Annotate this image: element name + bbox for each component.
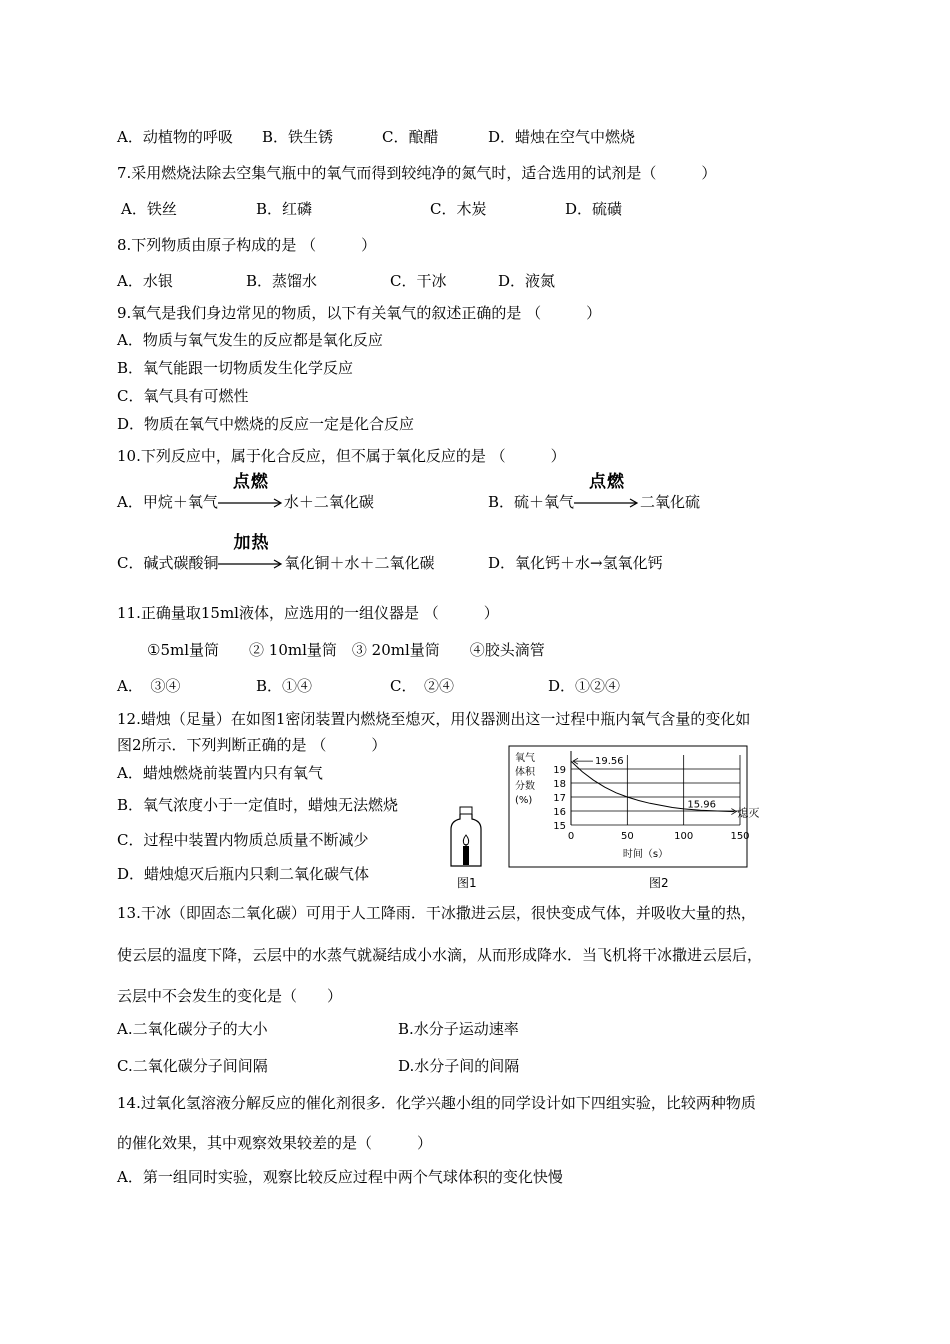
x-tick-label: 0 [567, 831, 575, 842]
y-tick-label: 18 [553, 779, 566, 790]
q11-option-c: C． ②④ [390, 677, 454, 695]
q13-option-d: D.水分子间的间隔 [398, 1057, 520, 1075]
y-tick-label: 17 [553, 793, 566, 804]
ylabel-line: (%) [515, 795, 533, 806]
sealed-bottle-candle-figure [446, 806, 486, 870]
q10-option-a [117, 472, 374, 512]
q10-c-arrow [218, 533, 284, 573]
q11-option-b: B．①④ [256, 677, 313, 695]
x-tick-label: 100 [674, 831, 694, 842]
q8-stem: 8.下列物质由原子构成的是 （ ） [117, 236, 377, 254]
q11-option-d: D．①②④ [548, 677, 621, 695]
q10-stem: 10.下列反应中，属于化合反应，但不属于氧化反应的是 （ ） [117, 447, 566, 465]
q10-option-b [488, 472, 701, 512]
q9-stem: 9.氧气是我们身边常见的物质，以下有关氧气的叙述正确的是 （ ） [117, 304, 602, 322]
q10-option-c [117, 533, 435, 573]
q7-option-b: B．红磷 [256, 200, 313, 218]
y-tick-label: 16 [553, 807, 566, 818]
q10-option-d: D．氧化钙＋水→氢氧化钙 [488, 554, 663, 572]
q6-option-d: D．蜡烛在空气中燃烧 [488, 128, 636, 146]
q12-stem-line2: 图2所示．下列判断正确的是 （ ） [117, 736, 387, 754]
q10-a-reactants: A．甲烷＋氧气 [117, 493, 218, 511]
q11-option-a: A． ③④ [117, 677, 181, 695]
q12-option-c: C．过程中装置内物质总质量不断减少 [117, 831, 369, 849]
q14-stem-line1: 14.过氧化氢溶液分解反应的催化剂很多．化学兴趣小组的同学设计如下四组实验，比较两种物质 [117, 1094, 756, 1112]
q9-option-c: C．氧气具有可燃性 [117, 387, 249, 405]
q12-option-a: A．蜡烛燃烧前装置内只有氧气 [117, 764, 323, 782]
q13-option-a: A.二氧化碳分子的大小 [117, 1020, 268, 1038]
ylabel-line: 分数 [515, 781, 535, 792]
q8-option-c: C．干冰 [390, 272, 447, 290]
q9-option-d: D．物质在氧气中燃烧的反应一定是化合反应 [117, 415, 415, 433]
q7-option-c: C．木炭 [430, 200, 487, 218]
reaction-arrow-icon [218, 498, 284, 508]
figure2-caption: 图2 [649, 876, 669, 890]
q10-c-products: 氧化铜＋水＋二氧化碳 [284, 554, 435, 572]
figure1-caption: 图1 [457, 876, 477, 890]
y-tick-label: 15 [553, 821, 566, 832]
x-tick-label: 50 [620, 831, 634, 842]
q10-c-reactants: C．碱式碳酸铜 [117, 554, 219, 572]
oxygen-content-chart [508, 745, 760, 868]
x-axis-label: 时间（s） [622, 849, 669, 860]
q10-b-arrow [574, 472, 640, 512]
q6-option-b: B．铁生锈 [262, 128, 334, 146]
q10-a-condition: 点燃 [232, 472, 269, 492]
q10-a-products: 水＋二氧化碳 [283, 493, 374, 511]
q10-a-arrow [218, 472, 284, 512]
q13-stem-line3: 云层中不会发生的变化是（ ） [117, 987, 343, 1005]
q14-option-a: A．第一组同时实验，观察比较反应过程中两个气球体积的变化快慢 [117, 1168, 563, 1186]
q9-option-a: A．物质与氧气发生的反应都是氧化反应 [117, 331, 383, 349]
extinguish-label: 熄灭 [737, 806, 760, 820]
q13-option-b: B.水分子运动速率 [398, 1020, 519, 1038]
q8-option-a: A．水银 [117, 272, 173, 290]
q10-b-reactants: B．硫＋氧气 [488, 493, 575, 511]
ylabel-line: 体积 [515, 767, 535, 778]
q10-b-condition: 点燃 [589, 472, 626, 492]
q6-option-a: A．动植物的呼吸 [117, 128, 233, 146]
q10-c-condition: 加热 [233, 533, 270, 553]
q9-option-b: B．氧气能跟一切物质发生化学反应 [117, 359, 354, 377]
y-tick-label: 19 [553, 765, 566, 776]
q8-option-b: B．蒸馏水 [246, 272, 318, 290]
reaction-arrow-icon [574, 498, 640, 508]
q8-option-d: D．液氮 [498, 272, 556, 290]
end-value-label: 15.96 [687, 799, 717, 811]
q12-option-b: B．氧气浓度小于一定值时，蜡烛无法燃烧 [117, 796, 399, 814]
x-tick-label: 150 [730, 831, 750, 842]
q14-stem-line2: 的催化效果，其中观察效果较差的是（ ） [117, 1134, 433, 1152]
start-value-label: 19.56 [595, 756, 624, 768]
reaction-arrow-icon [218, 559, 284, 569]
q7-option-a: A．铁丝 [121, 200, 177, 218]
q6-option-c: C．酿醋 [382, 128, 439, 146]
q7-option-d: D．硫磺 [565, 200, 623, 218]
q12-option-d: D．蜡烛熄灭后瓶内只剩二氧化碳气体 [117, 865, 370, 883]
q10-b-products: 二氧化硫 [640, 493, 701, 511]
q13-stem-line2: 使云层的温度下降，云层中的水蒸气就凝结成小水滴，从而形成降水．当飞机将干冰撒进云层后， [117, 946, 763, 964]
q11-stem: 11.正确量取15ml液体，应选用的一组仪器是 （ ） [117, 604, 499, 622]
q11-items: ①5ml量筒 ② 10ml量筒 ③ 20ml量筒 ④胶头滴管 [147, 641, 545, 659]
q12-stem-line1: 12.蜡烛（足量）在如图1密闭装置内燃烧至熄灭，用仪器测出这一过程中瓶内氧气含量的变化如 [117, 710, 751, 728]
q13-stem-line1: 13.干冰（即固态二氧化碳）可用于人工降雨．干冰撒进云层，很快变成气体，并吸收大量的热， [117, 904, 756, 922]
q13-option-c: C.二氧化碳分子间间隔 [117, 1057, 268, 1075]
ylabel-line: 氧气 [515, 753, 535, 764]
q7-stem: 7.采用燃烧法除去空集气瓶中的氧气而得到较纯净的氮气时，适合选用的试剂是（ ） [117, 164, 717, 182]
